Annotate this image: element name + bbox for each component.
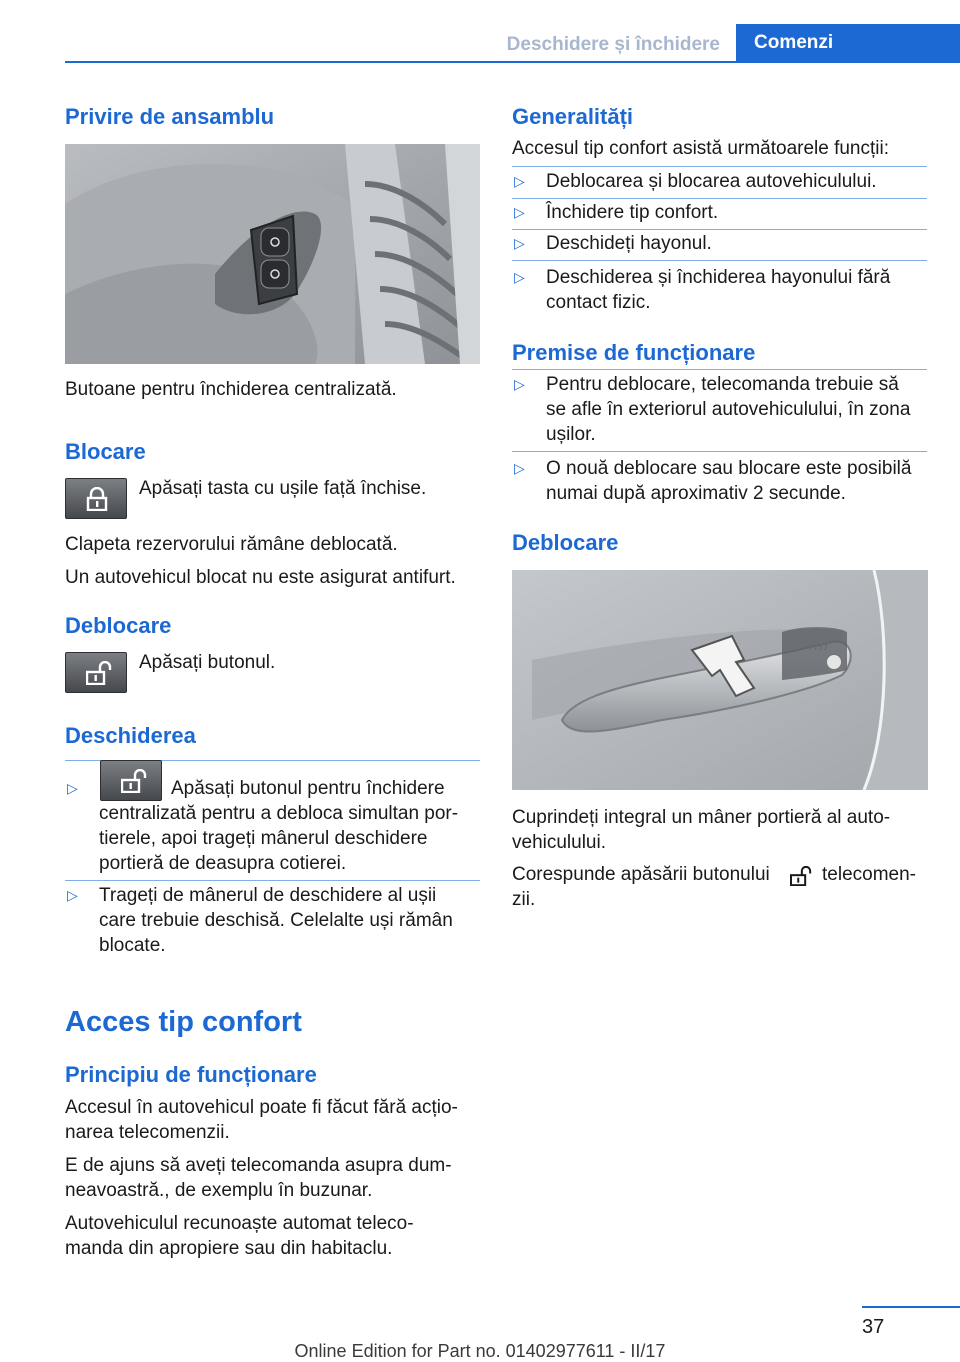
unlock-heading: Deblocare	[65, 613, 172, 638]
door-handle-photo	[512, 570, 928, 790]
overview-caption: Butoane pentru închiderea centralizată.	[65, 379, 397, 400]
principle-p1-line-1: Accesul în autovehicul poate fi făcut fără acțio‐	[65, 1097, 458, 1118]
lock-para-2: Un autovehicul blocat nu este asigurat antifurt.	[65, 567, 456, 588]
prereq-heading: Premise de funcționare	[512, 340, 756, 365]
bullet-icon: ▷	[67, 887, 78, 903]
header-section-title: Deschidere și închidere	[506, 33, 720, 55]
unlock-button-image-small	[100, 760, 162, 801]
principle-p2-line-2: neavoastră., de exemplu în buzunar.	[65, 1180, 373, 1201]
general-item-2: Închidere tip confort.	[546, 202, 719, 223]
overview-heading: Privire de ansamblu	[65, 104, 275, 129]
general-item-3: Deschideți hayonul.	[546, 233, 712, 254]
prereq-item-2-line-1: O nouă deblocare sau blocare este posibilă	[546, 458, 912, 479]
lock-heading: Blocare	[65, 439, 146, 464]
lock-instruction: Apăsați tasta cu ușile față închise.	[139, 478, 427, 499]
general-item-4-line-2: contact fizic.	[546, 292, 651, 313]
general-separator	[512, 198, 927, 199]
general-heading: Generalități	[512, 104, 634, 129]
bullet-icon: ▷	[514, 376, 525, 392]
bullet-icon: ▷	[514, 269, 525, 285]
lock-button-image	[65, 478, 127, 519]
principle-p2-line-1: E de ajuns să aveți telecomanda asupra dum‐	[65, 1155, 452, 1176]
general-intro: Accesul tip confort asistă următoarele funcții:	[512, 138, 890, 159]
comfort-access-heading: Acces tip confort	[65, 1006, 302, 1038]
lock-icon	[86, 487, 108, 511]
general-item-1: Deblocarea și blocarea autovehiculului.	[546, 171, 877, 192]
right-unlock-p2-b: telecomen‐	[822, 864, 916, 885]
bullet-icon: ▷	[67, 780, 78, 796]
unlock-icon	[121, 769, 147, 793]
principle-p3-line-2: manda din apropiere sau din habitaclu.	[65, 1238, 393, 1259]
prereq-separator	[512, 451, 927, 452]
general-item-4-line-1: Deschiderea și închiderea hayonului fără	[546, 267, 891, 288]
general-separator	[512, 166, 927, 167]
footer-rule	[862, 1306, 960, 1308]
opening-item-1-line-2: centralizată pentru a debloca simultan por‐	[99, 803, 459, 824]
principle-p1-line-2: narea telecomenzii.	[65, 1122, 230, 1143]
right-unlock-heading: Deblocare	[512, 530, 619, 555]
door-lock-buttons-photo	[65, 144, 480, 364]
right-unlock-p2-a: Corespunde apăsării butonului	[512, 864, 770, 885]
unlock-instruction: Apăsați butonul.	[139, 652, 276, 673]
opening-item-2-line-2: care trebuie deschisă. Celelalte uși rămân	[99, 910, 453, 931]
bullet-icon: ▷	[514, 235, 525, 251]
principle-heading: Principiu de funcționare	[65, 1062, 317, 1087]
right-unlock-p1-line-2: vehiculului.	[512, 832, 606, 853]
prereq-separator	[512, 369, 927, 370]
opening-separator-2	[65, 880, 480, 881]
bullet-icon: ▷	[514, 173, 525, 189]
unlock-icon	[86, 661, 112, 685]
lock-para-1: Clapeta rezervorului rămâne deblocată.	[65, 534, 398, 555]
opening-heading: Deschiderea	[65, 723, 196, 748]
prereq-item-1-line-1: Pentru deblocare, telecomanda trebuie să	[546, 374, 899, 395]
unlock-button-image	[65, 652, 127, 693]
general-separator	[512, 260, 927, 261]
prereq-item-2-line-2: numai după aproximativ 2 secunde.	[546, 483, 846, 504]
prereq-item-1-line-2: se afle în exteriorul autovehiculului, în zona	[546, 399, 911, 420]
opening-item-2-line-3: blocate.	[99, 935, 166, 956]
footer-edition: Online Edition for Part no. 01402977611 - II/17	[294, 1341, 666, 1361]
page-number: 37	[862, 1316, 885, 1338]
opening-item-1-line-3: tierele, apoi trageți mânerul deschidere	[99, 828, 428, 849]
header-chapter-tab[interactable]: Comenzi	[736, 24, 960, 62]
bullet-icon: ▷	[514, 460, 525, 476]
remote-unlock-icon	[790, 866, 812, 886]
opening-item-1-first: Apăsați butonul pentru închidere	[171, 778, 445, 799]
bullet-icon: ▷	[514, 204, 525, 220]
right-unlock-p2-c: zii.	[512, 889, 536, 910]
general-separator	[512, 229, 927, 230]
opening-item-1-line-4: portieră de deasupra cotierei.	[99, 853, 347, 874]
prereq-item-1-line-3: ușilor.	[546, 424, 596, 445]
principle-p3-line-1: Autovehiculul recunoaște automat teleco‐	[65, 1213, 414, 1234]
opening-item-2-line-1: Trageți de mânerul de deschidere al ușii	[99, 885, 437, 906]
header-rule	[65, 61, 960, 63]
right-unlock-p1-line-1: Cuprindeți integral un mâner portieră al auto‐	[512, 807, 891, 828]
